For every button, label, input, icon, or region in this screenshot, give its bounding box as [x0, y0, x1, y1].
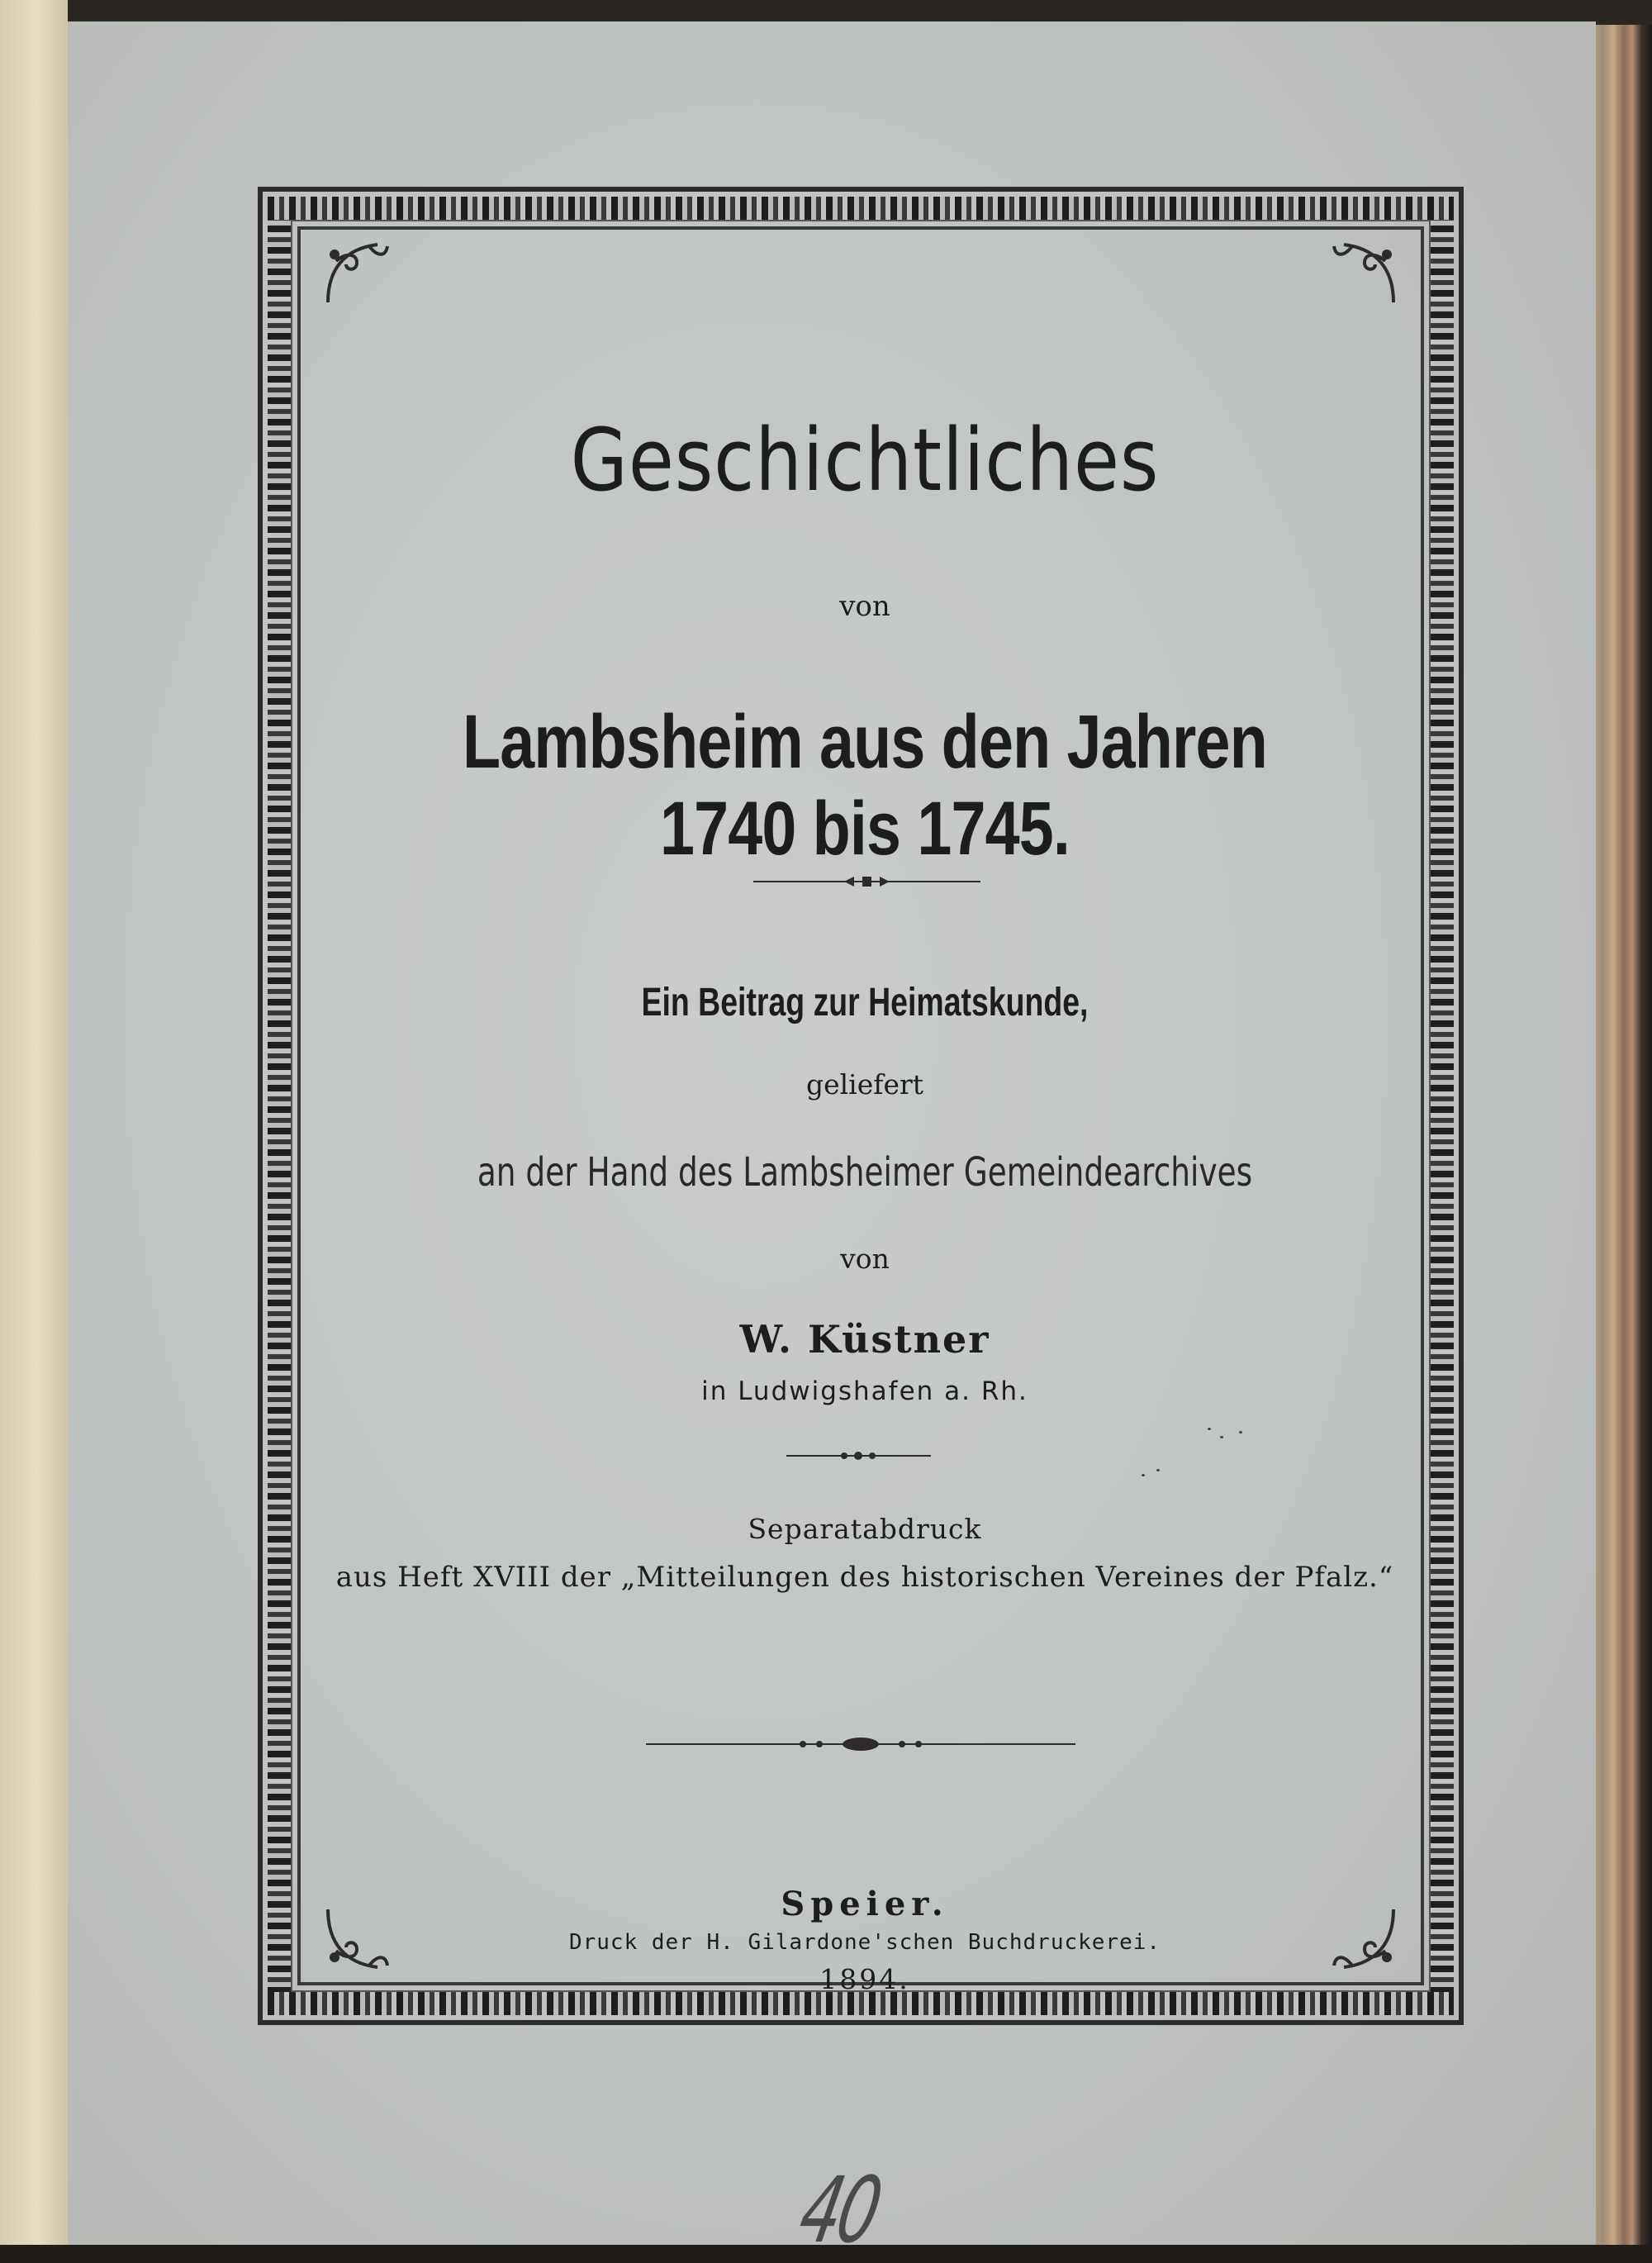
paper-speck	[1239, 1431, 1242, 1433]
ornamental-rule-icon	[753, 872, 980, 891]
author-place: in Ludwigshafen a. Rh.	[701, 1376, 1028, 1406]
scroll-flourish-icon	[1327, 236, 1402, 311]
contribution-line: Ein Beitrag zur Heimatskunde,	[641, 981, 1089, 1025]
scroll-flourish-icon	[320, 236, 394, 311]
paper-speck	[1208, 1428, 1211, 1430]
geliefert-line: geliefert	[805, 1068, 924, 1101]
paper-speck	[1156, 1469, 1160, 1471]
publication-city: Speier.	[781, 1885, 949, 1923]
document-title: Geschichtliches	[570, 410, 1160, 511]
von-connector-author: von	[840, 1243, 890, 1275]
separate-print-label: Separatabdruck	[748, 1513, 982, 1545]
author-name: W. Küstner	[739, 1317, 990, 1362]
document-subtitle: Lambsheim aus den Jahren 1740 bis 1745.	[463, 700, 1267, 871]
ornamental-rule-icon	[786, 1449, 931, 1462]
title-page	[68, 21, 1596, 2263]
handwritten-note: 40	[790, 2157, 888, 2263]
archive-line: an der Hand des Lambsheimer Gemeindearchives	[477, 1149, 1253, 1196]
source-citation: aus Heft XVIII der „Mitteilungen des historischen Vereines der Pfalz.“	[335, 1561, 1394, 1594]
ornamental-rule-icon	[646, 1734, 1075, 1754]
publication-year: 1894.	[819, 1963, 910, 1995]
von-connector: von	[839, 590, 890, 623]
paper-speck	[1142, 1474, 1145, 1476]
binding-gutter	[0, 0, 68, 2245]
printer-line: Druck der H. Gilardone'schen Buchdruckerei.	[568, 1930, 1161, 1955]
paper-speck	[1220, 1436, 1223, 1438]
